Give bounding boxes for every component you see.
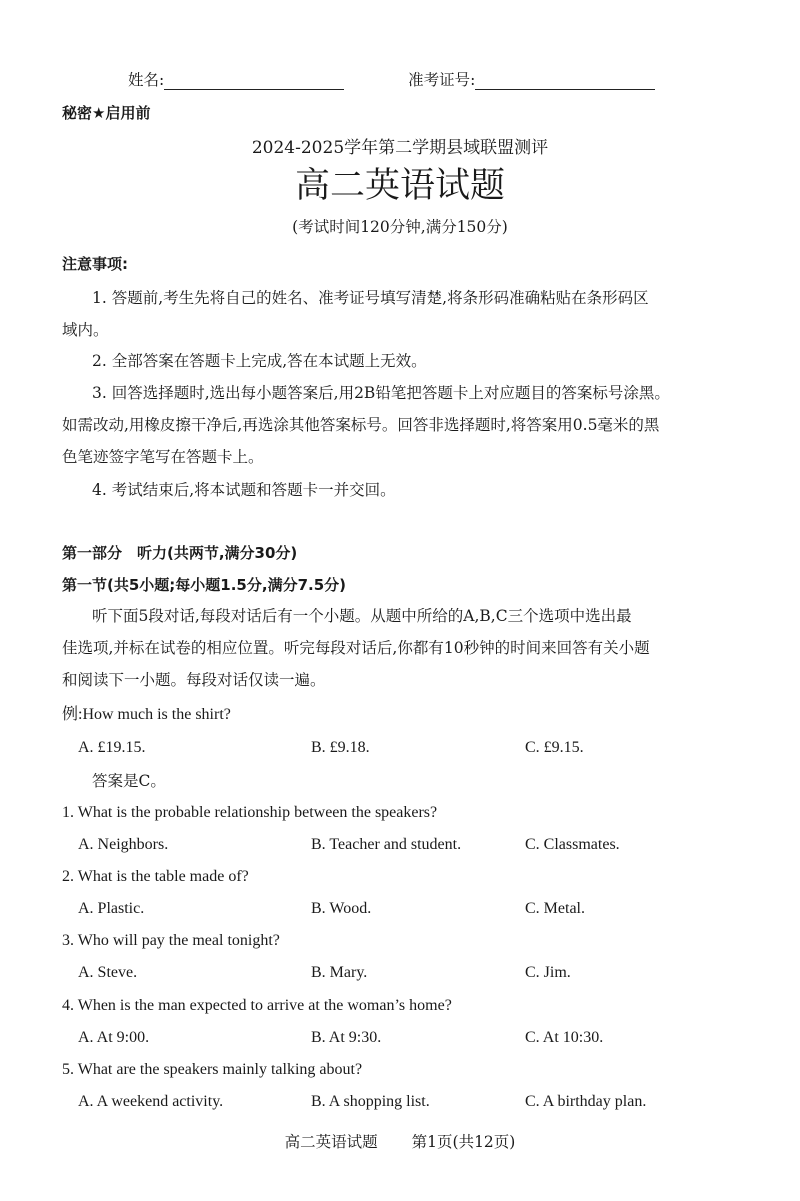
secret-label: 秘密★启用前 [62, 104, 151, 122]
name-label: 姓名: [128, 71, 165, 89]
instruction-line: 听下面5段对话,每段对话后有一个小题。从题中所给的A,B,C三个选项中选出最 [92, 607, 632, 625]
question-2: 2. What is the table made of? [62, 868, 249, 885]
note-line: 4. 考试结束后,将本试题和答题卡一并交回。 [92, 481, 396, 499]
note-line: 如需改动,用橡皮擦干净后,再选涂其他答案标号。回答非选择题时,将答案用0.5毫米的黑 [62, 416, 660, 434]
example-question: 例:How much is the shirt? [62, 706, 231, 723]
q2-option-a: A. Plastic. [78, 900, 145, 917]
note-line: 域内。 [62, 321, 109, 339]
q5-option-a: A. A weekend activity. [78, 1093, 224, 1110]
notes-heading: 注意事项: [62, 255, 128, 273]
part-heading: 第一部分 听力(共两节,满分30分) [62, 544, 298, 562]
id-label: 准考证号: [408, 71, 476, 89]
instruction-line: 和阅读下一小题。每段对话仅读一遍。 [62, 671, 326, 689]
q2-option-b: B. Wood. [311, 900, 372, 917]
q3-option-c: C. Jim. [525, 964, 571, 981]
exam-subtitle: 2024-2025学年第二学期县域联盟测评 [251, 138, 549, 158]
q4-option-a: A. At 9:00. [78, 1029, 150, 1046]
q1-option-b: B. Teacher and student. [311, 836, 462, 853]
question-5: 5. What are the speakers mainly talking about? [62, 1061, 363, 1078]
section-heading: 第一节(共5小题;每小题1.5分,满分7.5分) [62, 576, 346, 594]
page-footer [0, 1132, 800, 1152]
question-4: 4. When is the man expected to arrive at the woman’s home? [62, 997, 452, 1014]
example-answer: 答案是C。 [92, 772, 166, 790]
id-blank [475, 73, 655, 90]
example-option-c: C. £9.15. [525, 739, 584, 756]
q1-option-c: C. Classmates. [525, 836, 620, 853]
q3-option-a: A. Steve. [78, 964, 138, 981]
q4-option-c: C. At 10:30. [525, 1029, 604, 1046]
instruction-line: 佳选项,并标在试卷的相应位置。听完每段对话后,你都有10秒钟的时间来回答有关小题 [62, 639, 650, 657]
q3-option-b: B. Mary. [311, 964, 368, 981]
note-line: 2. 全部答案在答题卡上完成,答在本试题上无效。 [92, 352, 427, 370]
name-blank [164, 73, 344, 90]
q5-option-c: C. A birthday plan. [525, 1093, 647, 1110]
note-line: 3. 回答选择题时,选出每小题答案后,用2B铅笔把答题卡上对应题目的答案标号涂黑。 [92, 384, 670, 402]
question-3: 3. Who will pay the meal tonight? [62, 932, 280, 949]
exam-title: 高二英语试题 [294, 166, 505, 206]
exam-time-info: (考试时间120分钟,满分150分) [292, 218, 508, 236]
q2-option-c: C. Metal. [525, 900, 585, 917]
note-line: 1. 答题前,考生先将自己的姓名、准考证号填写清楚,将条形码准确粘贴在条形码区 [92, 289, 649, 307]
q1-option-a: A. Neighbors. [78, 836, 169, 853]
example-option-a: A. £19.15. [78, 739, 146, 756]
q5-option-b: B. A shopping list. [311, 1093, 430, 1110]
example-option-b: B. £9.18. [311, 739, 370, 756]
q4-option-b: B. At 9:30. [311, 1029, 382, 1046]
footer-page-number: 第1页(共12页) [411, 1133, 516, 1151]
footer-title: 高二英语试题 [284, 1133, 378, 1151]
candidate-info [128, 70, 745, 90]
question-1: 1. What is the probable relationship between the speakers? [62, 804, 438, 821]
note-line: 色笔迹签字笔写在答题卡上。 [62, 448, 264, 466]
